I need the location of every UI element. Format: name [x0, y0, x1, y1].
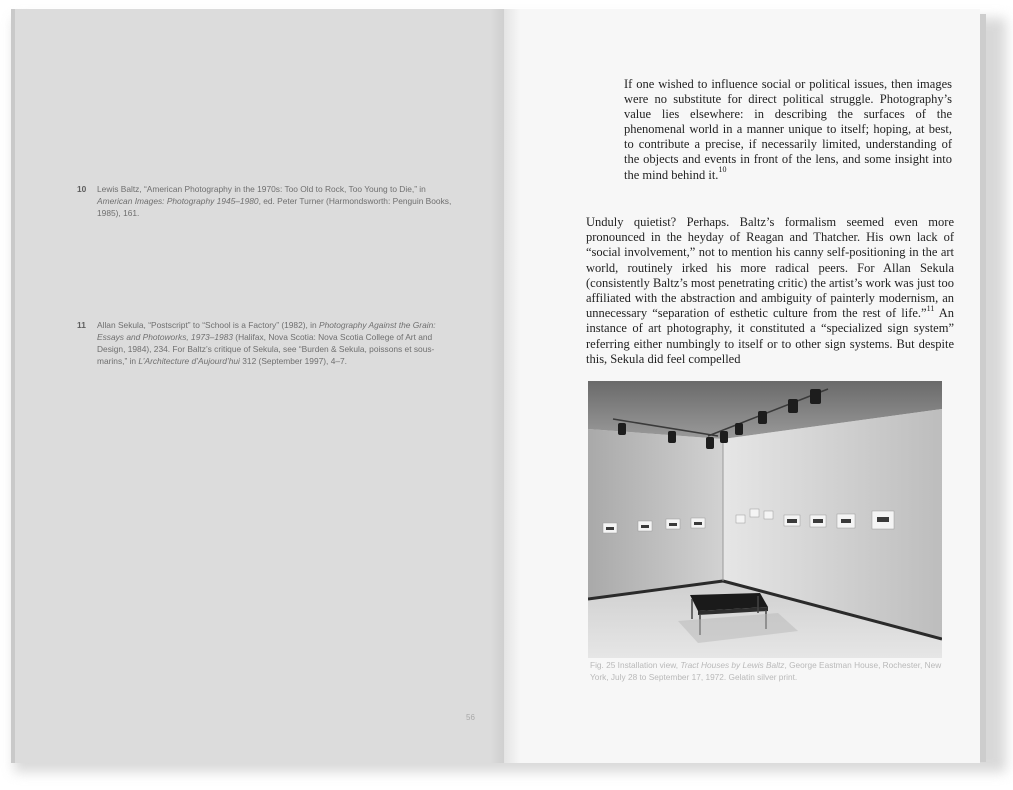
footnote-text-part: Lewis Baltz, “American Photography in the 1970s: Too Old to Rock, Too Young to Die,” in [97, 184, 426, 194]
caption-text: , George Eastman House, Rochester, New York, July 28 to September 17, 1972. Gelatin silver print. [590, 660, 942, 682]
footnote-reference: 11 [926, 304, 935, 314]
right-page-edge [980, 14, 986, 762]
footnote-text [97, 183, 457, 219]
left-page-edge [11, 9, 15, 763]
footnote-title: L’Architecture d’Aujourd’hui [138, 356, 240, 366]
footnote-text-part: Allan Sekula, “Postscript” to “School is a Factory” (1982), in [97, 320, 320, 330]
caption-title: Tract Houses by Lewis Baltz [680, 660, 785, 670]
footnote-title: Photography Against the Grain: Essays and Photoworks, 1973–1983 [97, 320, 436, 342]
paragraph-text: An instance of art photography, it constituted a “specialized sign system” referring either numbingly to itself or to other sign systems. But despite this, Sekula did feel compelled [586, 306, 955, 366]
right-page [504, 9, 980, 763]
paragraph-text: Unduly quietist? Perhaps. Baltz’s formalism seemed even more pronounced in the heyday of Reagan and Thatcher. His own lack of “social involvement,” not to mention his canny self-positioning in the art world, routinely irked his more radical peers. For Allan Sekula (consistently Baltz’s most penetrating critic) the artist’s work was just too affiliated with the abstraction and ambiguity of painterly modernism, an unnecessary “separation of esthetic culture from the rest of life.” [586, 215, 954, 321]
footnote-text [97, 319, 452, 367]
figure-caption [590, 660, 950, 683]
page-number: 56 [466, 713, 475, 722]
footnote-text-part: , ed. Peter Turner (Harmondsworth: Penguin Books, 1985), 161. [97, 196, 452, 218]
footnote-number: 11 [77, 320, 86, 330]
body-paragraph [586, 215, 954, 367]
gallery-photo-illustration [588, 381, 942, 658]
right-gutter-shade [504, 9, 520, 763]
footnote-reference: 10 [718, 165, 727, 175]
installation-photo [588, 381, 942, 658]
footnote-text-part: (Halifax, Nova Scotia: Nova Scotia College of Art and Design, 1984), 234. For Baltz’s critique of Sekula, see “Burden & Sekula, poissons et sous-marins,” in [97, 332, 435, 366]
footnote-text-part: 312 (September 1997), 4–7. [239, 356, 348, 366]
left-gutter-shade [490, 9, 504, 763]
left-page [11, 9, 504, 763]
block-quote-text: If one wished to influence social or political issues, then images were no substitute for direct political struggle. Photography’s value lies elsewhere: in describing the surfaces of the phenomenal world in a manner unique to itself; hoping, at best, to contribute a precise, if necessarily limited, understanding of the objects and events in front of the lens, and some insight into the mind behind it. [624, 77, 952, 182]
block-quote [624, 77, 952, 183]
footnote-number: 10 [77, 184, 87, 194]
caption-text: Fig. 25 Installation view, [590, 660, 681, 670]
footnote-title: American Images: Photography 1945–1980 [97, 196, 259, 206]
